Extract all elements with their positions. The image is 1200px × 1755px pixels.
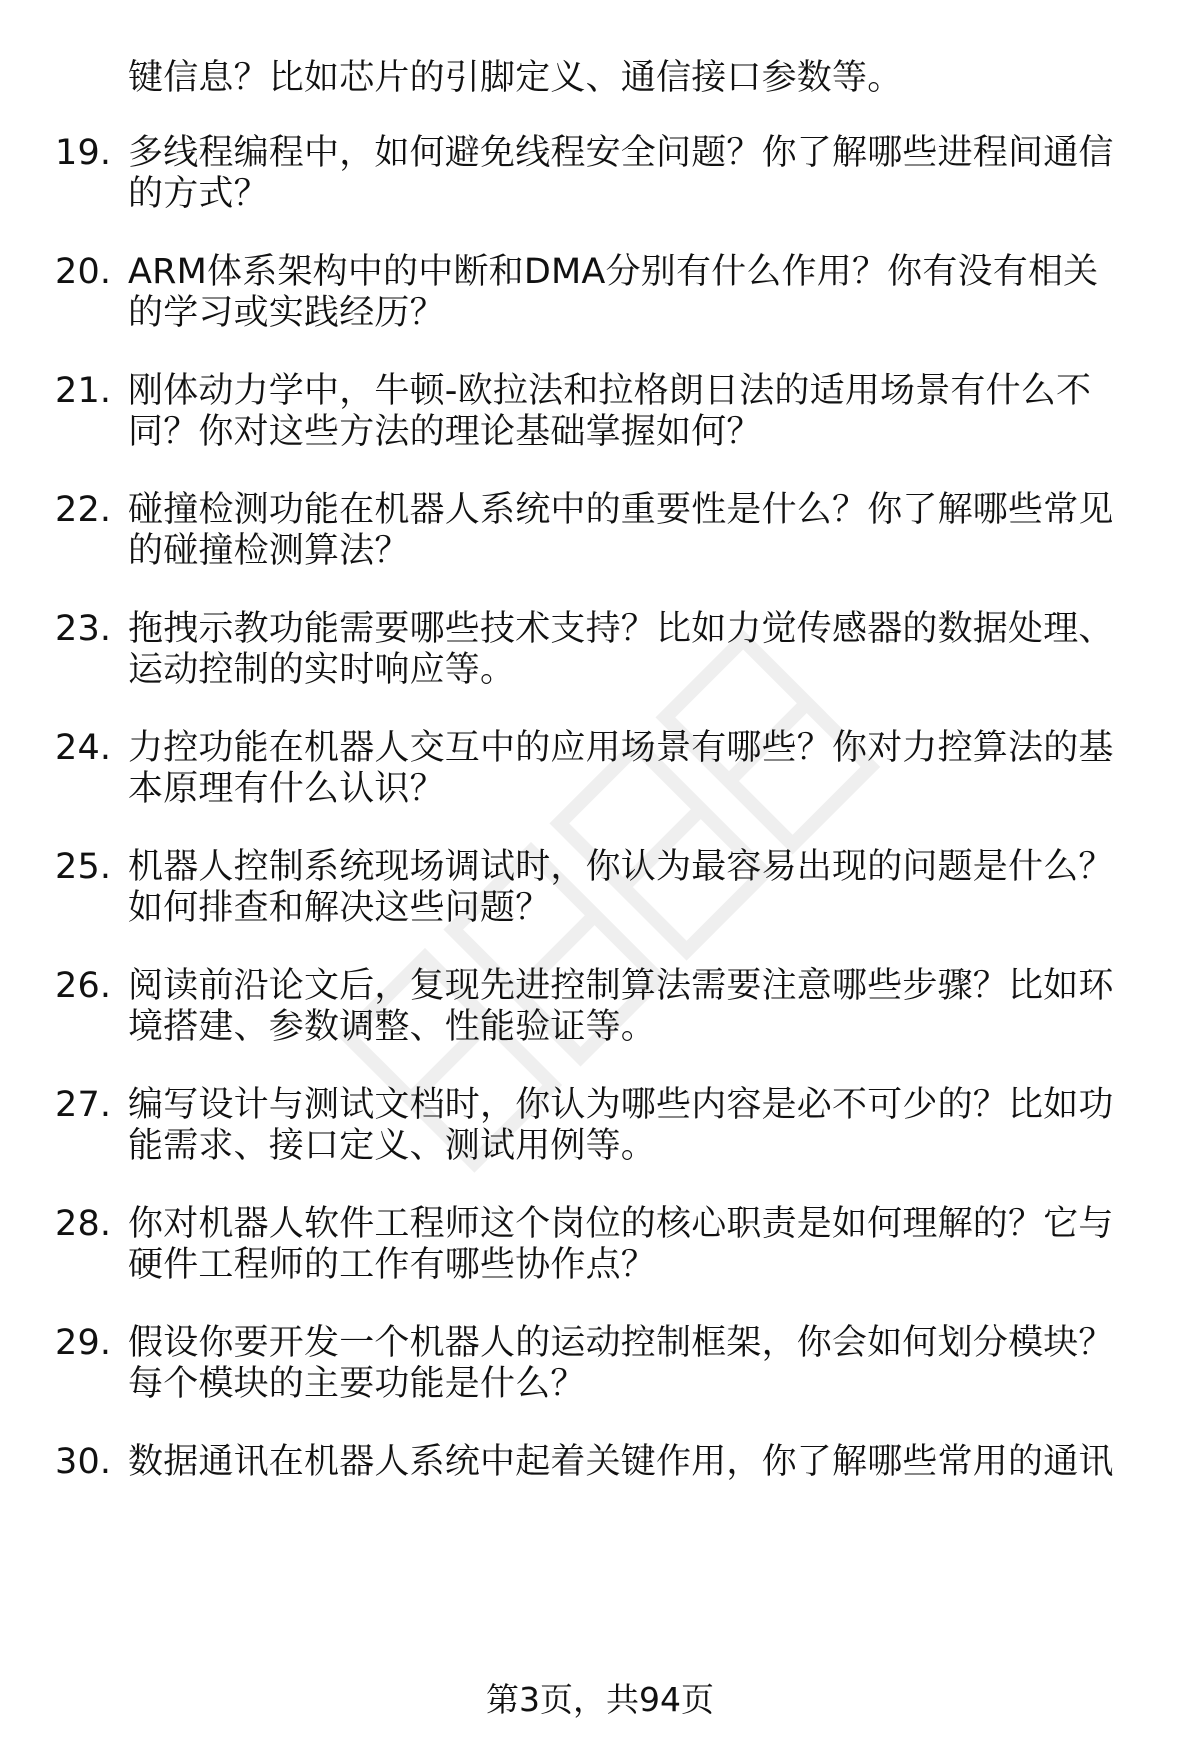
- question-item-continuation: [55, 764, 445, 814]
- page-footer: 第3页，共94页: [486, 1680, 714, 1719]
- question-text: 机器人控制系统现场调试时，你认为最容易出现的问题是什么？: [128, 847, 1114, 887]
- question-text: 碰撞检测功能在机器人系统中的重要性是什么？你了解哪些常见: [128, 490, 1114, 530]
- question-number: 26.: [55, 966, 112, 1006]
- question-text: 同？你对这些方法的理论基础掌握如何？: [128, 412, 762, 452]
- question-text: 的碰撞检测算法？: [128, 531, 410, 571]
- question-text: 能需求、接口定义、测试用例等。: [128, 1126, 657, 1166]
- question-number: 30.: [55, 1442, 112, 1482]
- question-text: 阅读前沿论文后，复现先进控制算法需要注意哪些步骤？比如环: [128, 966, 1114, 1006]
- question-number: 25.: [55, 847, 112, 887]
- question-item-continuation: [55, 1240, 656, 1290]
- question-text: 本原理有什么认识？: [128, 769, 445, 809]
- question-item: [55, 1437, 1114, 1487]
- question-text: 如何排查和解决这些问题？: [128, 888, 551, 928]
- question-number: 22.: [55, 490, 112, 530]
- question-text: 的方式？: [128, 174, 269, 214]
- question-item-continuation: [55, 526, 410, 576]
- question-number: 19.: [55, 133, 112, 173]
- question-text: 假设你要开发一个机器人的运动控制框架，你会如何划分模块？: [128, 1323, 1114, 1363]
- question-number: 29.: [55, 1323, 112, 1363]
- question-text: 运动控制的实时响应等。: [128, 650, 516, 690]
- question-item-continuation: [55, 288, 445, 338]
- question-text: 每个模块的主要功能是什么？: [128, 1364, 586, 1404]
- question-item-continuation: [55, 169, 269, 219]
- question-text: 多线程编程中，如何避免线程安全问题？你了解哪些进程间通信: [128, 133, 1114, 173]
- question-text: 刚体动力学中，牛顿-欧拉法和拉格朗日法的适用场景有什么不: [128, 371, 1092, 411]
- question-item-continuation: [55, 1359, 586, 1409]
- question-text: ARM体系架构中的中断和DMA分别有什么作用？你有没有相关: [128, 252, 1099, 292]
- question-item-continuation: [55, 1002, 656, 1052]
- question-number: 24.: [55, 728, 112, 768]
- question-text: 境搭建、参数调整、性能验证等。: [128, 1007, 657, 1047]
- question-number: 20.: [55, 252, 112, 292]
- question-text: 编写设计与测试文档时，你认为哪些内容是必不可少的？比如功: [128, 1085, 1114, 1125]
- question-number: 23.: [55, 609, 112, 649]
- question-number: 28.: [55, 1204, 112, 1244]
- continuation-line: 键信息？比如芯片的引脚定义、通信接口参数等。: [128, 58, 903, 98]
- question-item-continuation: [55, 645, 515, 695]
- question-text: 数据通讯在机器人系统中起着关键作用，你了解哪些常用的通讯: [128, 1442, 1114, 1482]
- question-text: 的学习或实践经历？: [128, 293, 445, 333]
- question-text: 你对机器人软件工程师这个岗位的核心职责是如何理解的？它与: [128, 1204, 1114, 1244]
- question-text: 拖拽示教功能需要哪些技术支持？比如力觉传感器的数据处理、: [128, 609, 1114, 649]
- question-item-continuation: [55, 883, 550, 933]
- question-text: 硬件工程师的工作有哪些协作点？: [128, 1245, 657, 1285]
- question-text: 力控功能在机器人交互中的应用场景有哪些？你对力控算法的基: [128, 728, 1114, 768]
- question-number: 21.: [55, 371, 112, 411]
- question-item-continuation: [55, 407, 762, 457]
- question-number: 27.: [55, 1085, 112, 1125]
- question-item-continuation: [55, 1121, 656, 1171]
